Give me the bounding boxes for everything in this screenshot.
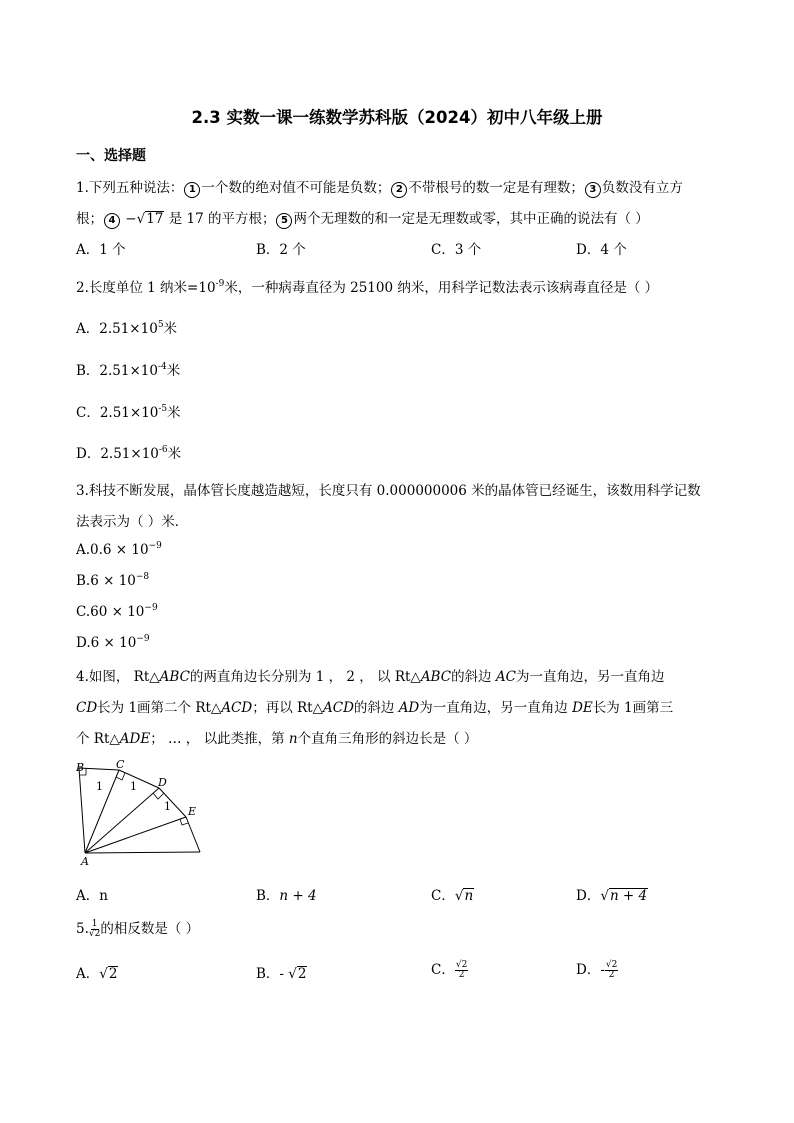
text: 长为 1画第二个 Rt△ bbox=[97, 700, 222, 716]
circled-number-5: 5 bbox=[276, 213, 292, 229]
fraction-one-over-root-two bbox=[89, 920, 100, 939]
fraction-denominator: 2 bbox=[608, 970, 615, 980]
sqrt-icon: √ bbox=[99, 966, 108, 982]
radicand: n bbox=[464, 888, 474, 904]
fraction-numerator: 1 bbox=[91, 919, 98, 929]
text: 个直角三角形的斜边长是（ ） bbox=[297, 731, 478, 747]
option-label: C． bbox=[431, 888, 455, 904]
option-label: B．2.51×10 bbox=[76, 363, 158, 379]
option-label: C. bbox=[76, 604, 91, 620]
text: 的两直角边长分别为 1 ， 2 ， 以 Rt△ bbox=[189, 669, 421, 685]
q4-stem-line2 bbox=[76, 696, 673, 716]
minus-sign: − bbox=[125, 211, 137, 227]
q5-option-b[interactable] bbox=[256, 962, 307, 982]
q5-option-c[interactable] bbox=[431, 958, 468, 980]
q3-option-a[interactable] bbox=[76, 541, 162, 558]
radicand: 2 bbox=[94, 929, 101, 939]
text: 长为 1画第三 bbox=[592, 700, 674, 716]
math-ade: ADE bbox=[119, 731, 151, 747]
option-label: A. bbox=[76, 542, 91, 558]
sqrt-icon: √ bbox=[88, 929, 95, 939]
option-label: A． bbox=[76, 966, 100, 982]
q5-stem-text: 的相反数是（ ） bbox=[100, 921, 200, 937]
hypotenuse-ad bbox=[85, 788, 159, 853]
text: 为一直角边，另一直角边 bbox=[515, 669, 665, 685]
sqrt-icon: √ bbox=[454, 888, 464, 904]
q5-option-d[interactable] bbox=[576, 958, 618, 980]
option-base: 60 × 10 bbox=[90, 604, 145, 620]
circled-number-1: 1 bbox=[184, 182, 200, 198]
sqrt-icon: √ bbox=[455, 960, 462, 970]
q5-option-a[interactable] bbox=[76, 962, 118, 982]
text: ； … ， 以此类推，第 bbox=[150, 731, 289, 747]
label-one-ab: 1 bbox=[96, 780, 103, 793]
math-acd: ACD bbox=[322, 700, 354, 716]
option-unit: 米 bbox=[163, 321, 178, 337]
q5-number: 5. bbox=[76, 921, 89, 937]
q2-stem bbox=[76, 276, 658, 296]
q2-stem-end: 米，一种病毒直径为 25100 纳米，用科学记数法表示该病毒直径是（ ） bbox=[224, 280, 659, 296]
option-math: n + 4 bbox=[279, 888, 317, 904]
math-acd: ACD bbox=[221, 700, 253, 716]
text: 4.如图， Rt△ bbox=[76, 669, 160, 685]
text: 为一直角边，另一直角边 bbox=[419, 700, 573, 716]
sqrt-icon: √ bbox=[136, 211, 146, 227]
option-exponent: −9 bbox=[148, 541, 162, 551]
q2-exponent: -9 bbox=[215, 279, 225, 289]
page-title: 2.3 实数一课一练数学苏科版（2024）初中八年级上册 bbox=[191, 108, 603, 127]
option-label: D． bbox=[576, 888, 601, 904]
option-label: D．- bbox=[576, 962, 605, 978]
option-label: C．2.51×10 bbox=[76, 405, 159, 421]
q1-option-d[interactable]: D．4 个 bbox=[576, 242, 627, 258]
math-abc: ABC bbox=[420, 669, 452, 685]
q3-option-c[interactable] bbox=[76, 603, 158, 620]
q1-statement-3: 负数没有立方 bbox=[601, 180, 683, 196]
option-exponent: −8 bbox=[135, 572, 150, 582]
option-label: A．2.51×10 bbox=[76, 321, 158, 337]
circled-number-4: 4 bbox=[104, 213, 120, 229]
section-heading: 一、选择题 bbox=[76, 148, 146, 164]
option-base: 6 × 10 bbox=[90, 573, 136, 589]
option-exponent: -4 bbox=[157, 362, 167, 372]
math-cd: CD bbox=[76, 700, 98, 716]
q2-option-c[interactable] bbox=[76, 401, 181, 421]
radicand-17: 17 bbox=[146, 211, 164, 227]
q1-option-a[interactable]: A．1 个 bbox=[76, 242, 126, 258]
side-bc bbox=[79, 768, 119, 770]
text: 个 Rt△ bbox=[76, 731, 120, 747]
q1-option-b[interactable]: B．2 个 bbox=[256, 242, 306, 258]
math-de: DE bbox=[572, 700, 593, 716]
math-ad: AD bbox=[398, 700, 420, 716]
q1-line2-start: 根； bbox=[76, 211, 103, 227]
side-af bbox=[85, 852, 200, 853]
hypotenuse-ae bbox=[85, 817, 186, 853]
side-cd bbox=[119, 770, 159, 788]
q1-line2 bbox=[76, 207, 649, 229]
q3-stem-line2: 法表示为（ ）米． bbox=[76, 514, 189, 530]
fraction-denominator bbox=[89, 930, 100, 939]
option-label: C． bbox=[431, 962, 455, 978]
q2-option-a[interactable] bbox=[76, 317, 177, 337]
q1-line1 bbox=[76, 176, 683, 198]
q4-option-c[interactable] bbox=[431, 884, 474, 904]
q1-statement-1: 一个数的绝对值不可能是负数； bbox=[201, 180, 391, 196]
q2-option-b[interactable] bbox=[76, 359, 180, 379]
radicand: 2 bbox=[611, 960, 618, 970]
q4-spiral-figure bbox=[70, 755, 210, 865]
option-unit: 米 bbox=[167, 405, 181, 421]
label-d: D bbox=[158, 776, 167, 789]
option-base: 6 × 10 bbox=[90, 635, 137, 651]
option-base: 0.6 × 10 bbox=[90, 542, 149, 558]
math-n: n bbox=[288, 731, 298, 747]
radicand: 2 bbox=[297, 966, 307, 982]
math-ac: AC bbox=[495, 669, 516, 685]
label-b: B bbox=[76, 761, 85, 774]
q1-statement-4: 是 17 的平方根； bbox=[164, 211, 276, 227]
q2-stem-start: 2.长度单位 1 纳米=10 bbox=[76, 280, 216, 296]
side-ab bbox=[79, 768, 85, 853]
option-label: B． bbox=[256, 888, 280, 904]
option-exponent: -6 bbox=[158, 445, 168, 455]
q1-statement-5: 两个无理数的和一定是无理数或零，其中正确的说法有（ ） bbox=[293, 211, 649, 227]
option-exponent: 5 bbox=[157, 320, 164, 330]
side-ef bbox=[186, 817, 200, 852]
label-e: E bbox=[188, 805, 197, 818]
label-c: C bbox=[116, 758, 125, 771]
sqrt-icon: √ bbox=[605, 960, 612, 970]
q4-option-d[interactable] bbox=[576, 884, 648, 904]
option-label: D．2.51×10 bbox=[76, 446, 159, 462]
sqrt-icon: √ bbox=[288, 966, 297, 982]
q1-option-c[interactable]: C．3 个 bbox=[431, 242, 482, 258]
option-exponent: −9 bbox=[136, 634, 150, 644]
text: ；再以 Rt△ bbox=[252, 700, 323, 716]
radicand: 2 bbox=[461, 960, 468, 970]
fraction-root-two-over-two bbox=[455, 961, 468, 980]
option-label: D. bbox=[76, 635, 91, 651]
option-exponent: −9 bbox=[144, 603, 158, 613]
text: 的斜边 bbox=[451, 669, 496, 685]
option-label: B. bbox=[76, 573, 91, 589]
label-one-de: 1 bbox=[164, 800, 171, 813]
option-exponent: -5 bbox=[158, 404, 168, 414]
q5-stem bbox=[76, 917, 199, 939]
fraction-denominator: 2 bbox=[458, 970, 465, 980]
q2-option-d[interactable] bbox=[76, 442, 181, 462]
q1-intro: 1.下列五种说法： bbox=[76, 180, 184, 196]
label-one-cd: 1 bbox=[130, 780, 137, 793]
q3-option-b[interactable] bbox=[76, 572, 149, 589]
q1-statement-2: 不带根号的数一定是有理数； bbox=[408, 180, 584, 196]
math-abc: ABC bbox=[159, 669, 190, 685]
text: 的斜边 bbox=[353, 700, 399, 716]
circled-number-3: 3 bbox=[585, 182, 601, 198]
option-label: B．- bbox=[256, 966, 289, 982]
option-unit: 米 bbox=[166, 363, 181, 379]
radicand: 2 bbox=[108, 966, 118, 982]
q4-option-a[interactable]: A．n bbox=[76, 888, 108, 904]
radicand: n + 4 bbox=[609, 888, 648, 904]
right-angle-mark-d bbox=[153, 793, 164, 799]
q4-option-b[interactable] bbox=[256, 884, 317, 904]
sqrt-icon: √ bbox=[600, 888, 609, 904]
q4-stem-line3 bbox=[76, 727, 477, 747]
q3-option-d[interactable] bbox=[76, 634, 150, 651]
q3-stem-line1: 3.科技不断发展，晶体管长度越造越短，长度只有 0.000000006 米的晶体管已经诞生，该数用科学记数 bbox=[76, 483, 701, 499]
fraction-root-two-over-two bbox=[605, 961, 618, 980]
q4-stem-line1 bbox=[76, 665, 664, 685]
label-a: A bbox=[81, 855, 89, 865]
circled-number-2: 2 bbox=[391, 182, 407, 198]
option-unit: 米 bbox=[167, 446, 182, 462]
